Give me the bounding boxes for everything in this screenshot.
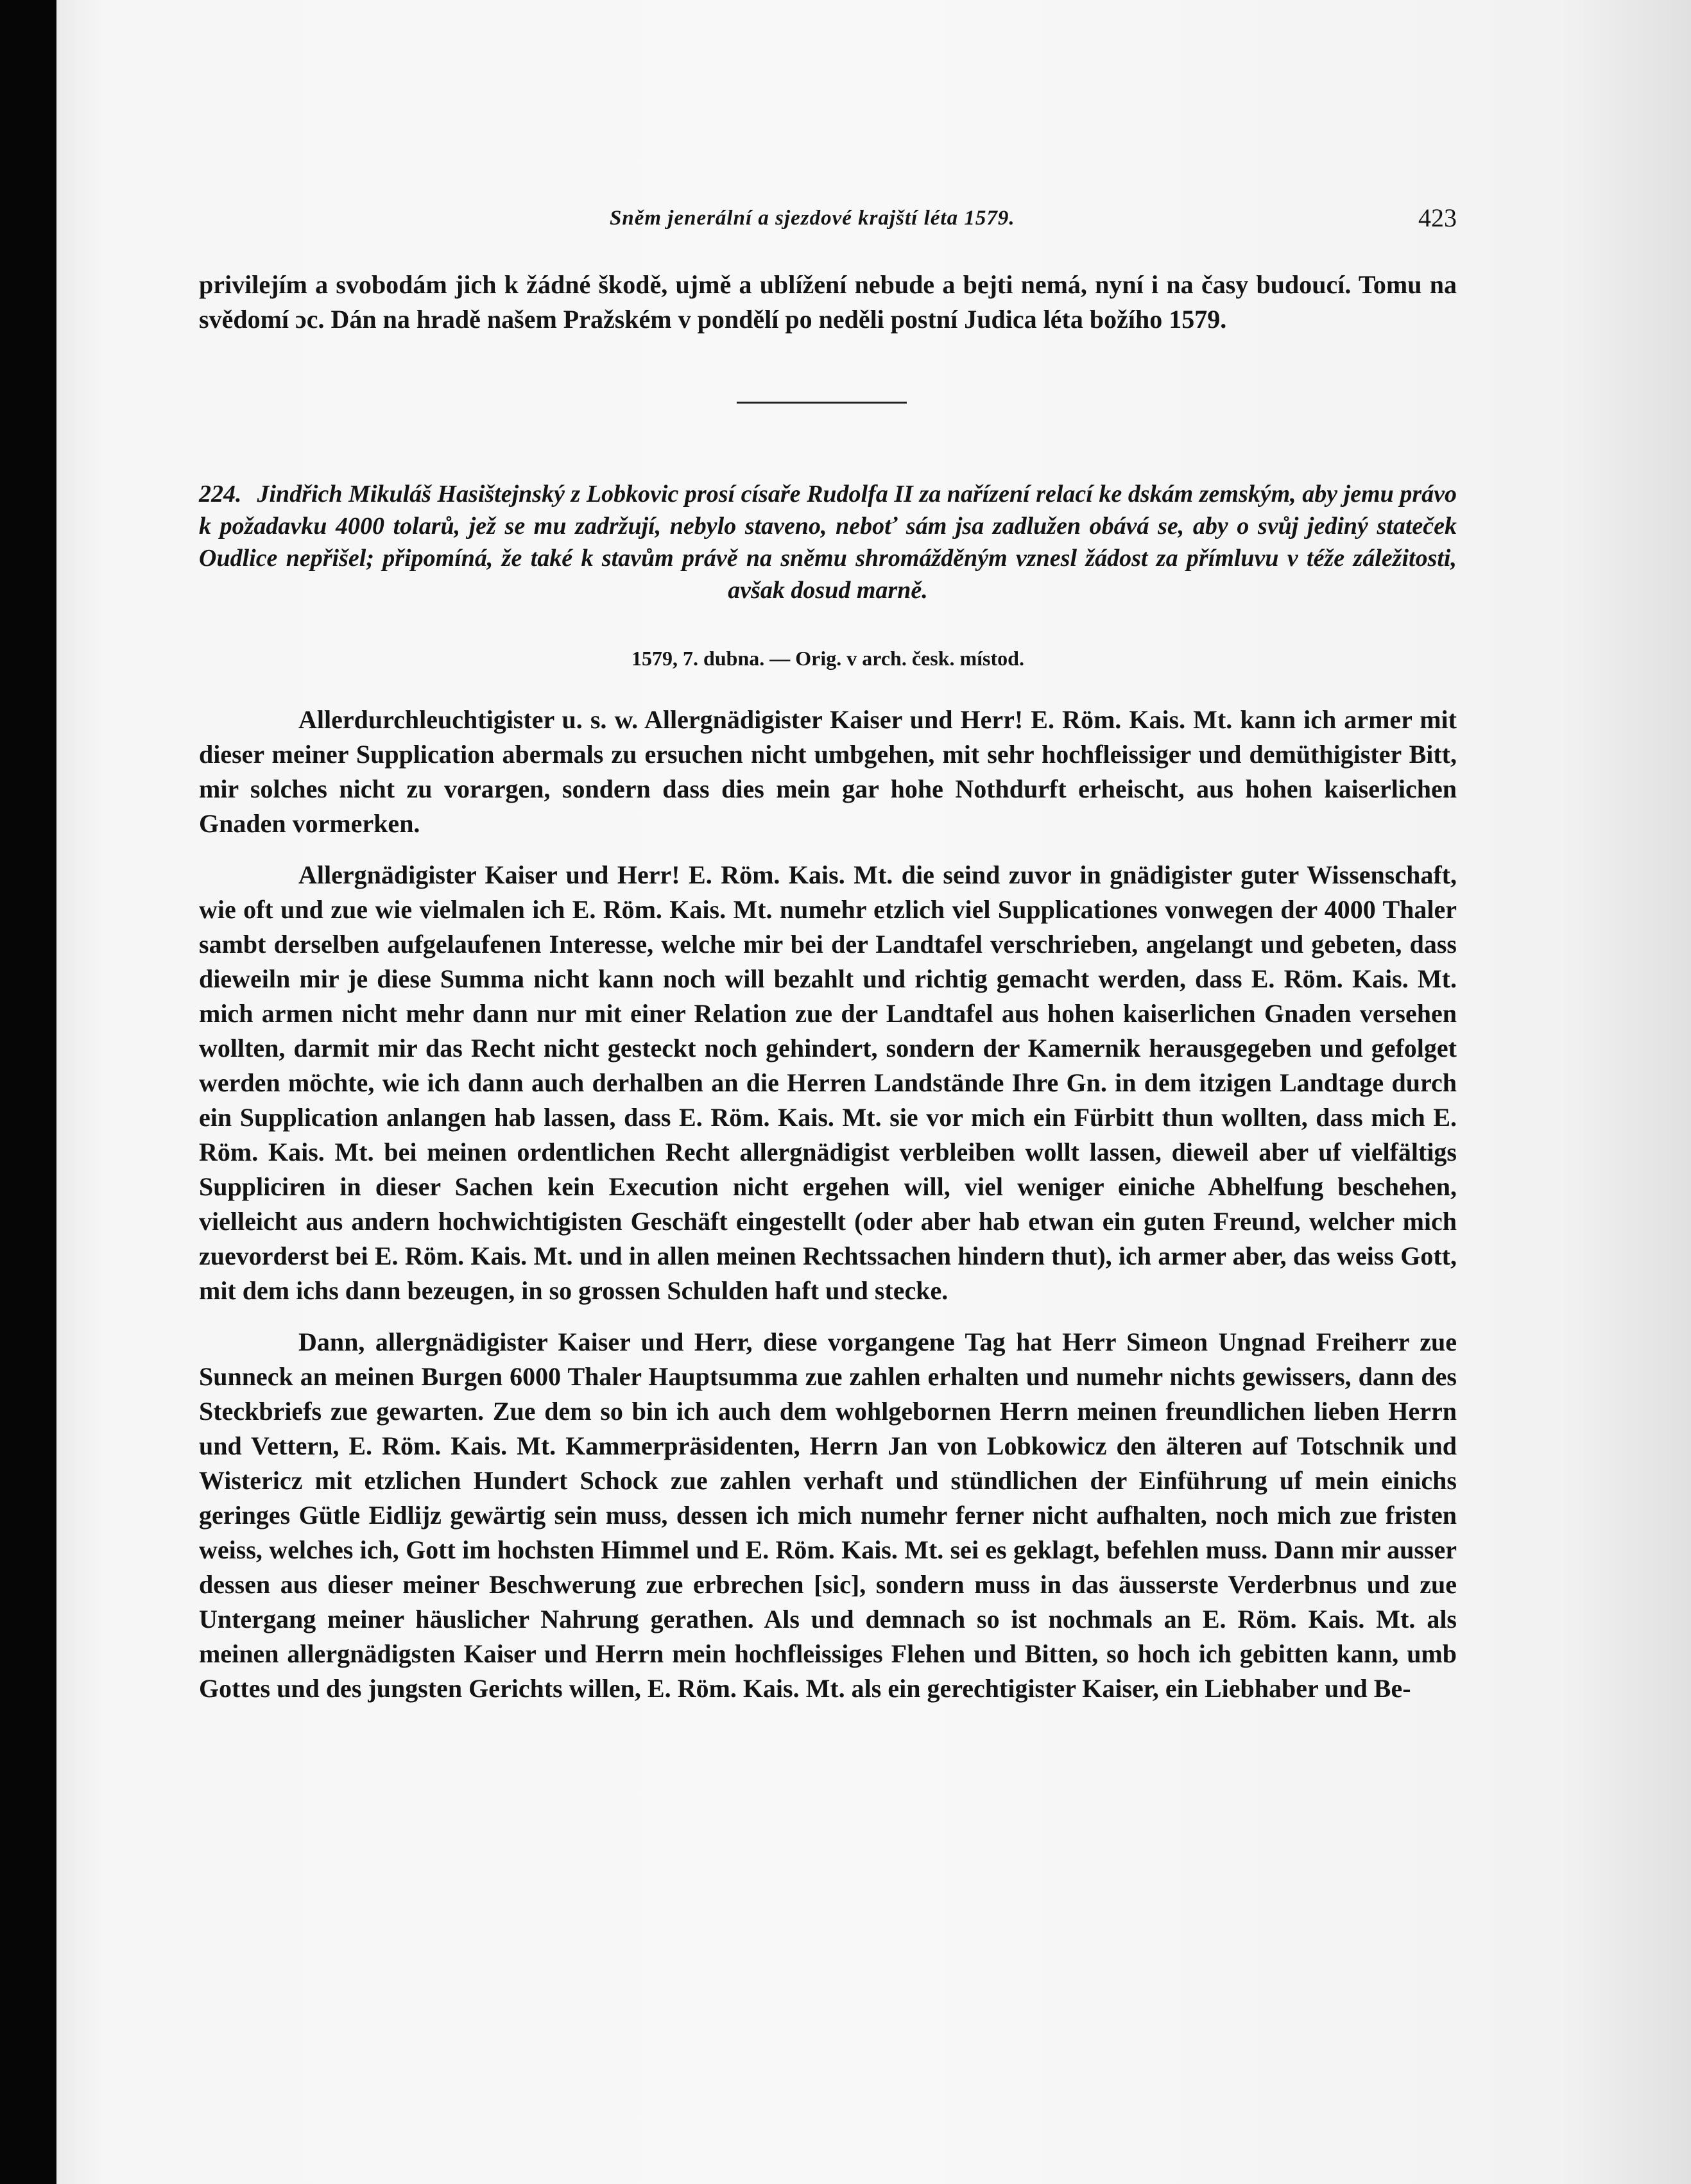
page-header (199, 200, 1457, 239)
document-number: 224. (199, 481, 242, 508)
document-heading (199, 478, 1457, 606)
previous-paragraph: privilejím a svobodám jich k žádné škodě, ujmě a ublížení nebude a bejti nemá, nyní i na časy budoucí. Tomu na svědomí ɔc. Dán na hradě našem Pražském v pondělí po neděli postní Judica léta božího 1579. (199, 270, 1457, 334)
page-number: 423 (1418, 203, 1457, 232)
document-source-line: 1579, 7. dubna. — Orig. v arch. česk. místod. (631, 647, 1024, 670)
document-summary: Jindřich Mikuláš Hasištejnský z Lobkovic prosí císaře Rudolfa II za nařízení relací ke dskám zemským, aby jemu právo k požadavku 4000 tolarů, jež se mu zadržují, nebylo staveno, neboť sám jsa zadlužen obává se, aby o svůj jediný stateček Oudlice nepřišel; připomíná, že také k stavům právě na sněmu shromážděným vznesl žádost za přímluvu v téže záležitosti, avšak dosud marně. (199, 481, 1457, 604)
previous-document-ending (199, 268, 1457, 337)
section-divider (737, 402, 907, 404)
body-paragraph: Allerdurchleuchtigister u. s. w. Allergnädigister Kaiser und Herr! E. Röm. Kais. Mt. kann ich armer mit dieser meiner Supplication abermals zu ersuchen nicht umbgehen, mit sehr hochfleissiger und demüthigister Bitt, mir solches nicht zu vorargen, sondern dass dies mein gar hohe Nothdurft erheischt, aus hohen kaiserlichen Gnaden vormerken. (199, 705, 1457, 838)
document-body (199, 703, 1457, 1706)
body-paragraph: Allergnädigister Kaiser und Herr! E. Röm. Kais. Mt. die seind zuvor in gnädigister guter Wissenschaft, wie oft und zue wie vielmalen ich E. Röm. Kais. Mt. numehr etzlich viel Supplicationes vonwegen der 4000 Thaler sambt derselben aufgelaufenen Interesse, welche mir bei der Landtafel verschrieben, angelangt und gebeten, dass dieweiln mir je diese Summa nicht kann noch will bezahlt und richtig gemacht werden, dass E. Röm. Kais. Mt. mich armen nicht mehr dann nur mit einer Relation zue der Landtafel aus hohen kaiserlichen Gnaden versehen wollten, darmit mir das Recht nicht gesteckt noch gehindert, sondern der Kamernik herausgegeben und gefolget werden möchte, wie ich dann auch derhalben an die Herren Landstände Ihre Gn. in dem itzigen Landtage durch ein Supplication anlangen hab lassen, dass E. Röm. Kais. Mt. sie vor mich ein Fürbitt thun wollten, dass mich E. Röm. Kais. Mt. bei meinen ordentlichen Recht allergnädigist verbleiben wollt lassen, dieweil aber uf vielfältigs Suppliciren in dieser Sachen kein Execution nicht ergehen will, viel weniger einiche Abhelfung beschehen, vielleicht aus andern hochwichtigisten Geschäft eingestellt (oder aber hab etwan ein guten Freund, welcher mich zuevorderst bei E. Röm. Kais. Mt. und in allen meinen Rechtssachen hindern thut), ich armer aber, das weiss Gott, mit dem ichs dann bezeugen, in so grossen Schulden haft und stecke. (199, 860, 1457, 1305)
running-title: Sněm jenerální a sjezdové krajští léta 1579. (610, 207, 1015, 230)
body-paragraph: Dann, allergnädigister Kaiser und Herr, diese vorgangene Tag hat Herr Simeon Ungnad Freiherr zue Sunneck an meinen Burgen 6000 Thaler Hauptsumma zue zahlen erhalten und numehr nichts gewissers, dann des Steckbriefs zue gewarten. Zue dem so bin ich auch dem wohlgebornen Herrn meinen freundlichen lieben Herrn und Vettern, E. Röm. Kais. Mt. Kammerpräsidenten, Herrn Jan von Lobkowicz den älteren auf Totschnik und Wistericz mit etzlichen Hundert Schock zue zahlen verhaft und stündlichen der Einführung uf mein einichs geringes Gütle Eidlijz gewärtig sein muss, dessen ich mich numehr ferner nicht aufhalten, noch mich zue fristen weiss, welches ich, Gott im hochsten Himmel und E. Röm. Kais. Mt. sei es geklagt, befehlen muss. Dann mir ausser dessen aus dieser meiner Beschwerung zue erbrechen [sic], sondern muss in das äusserste Verderbnus und zue Untergang meiner häuslicher Nahrung gerathen. Als und demnach so ist nochmals an E. Röm. Kais. Mt. als meinen allergnädigsten Kaiser und Herrn mein hochfleissiges Flehen und Bitten, so hoch ich gebitten kann, umb Gottes und des jungsten Gerichts willen, E. Röm. Kais. Mt. als ein gerechtigister Kaiser, ein Liebhaber und Be- (199, 1327, 1457, 1703)
scan-dark-border (0, 0, 56, 2184)
